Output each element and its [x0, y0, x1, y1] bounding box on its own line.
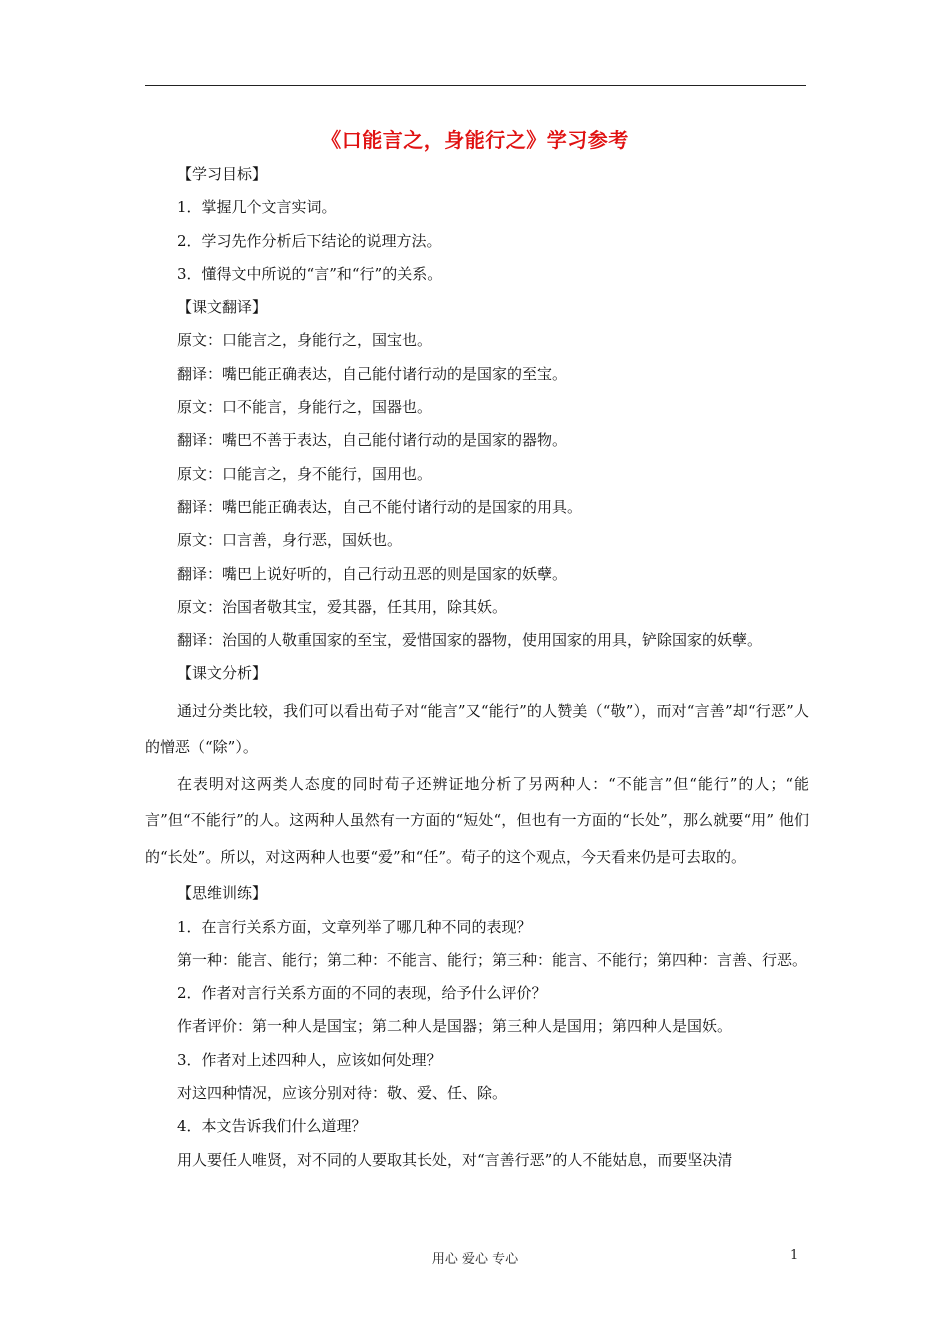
translation-line: 原文：口不能言，身能行之，国器也。: [177, 398, 433, 417]
goals-heading: 【学习目标】: [177, 165, 268, 183]
training-line: 2．作者对言行关系方面的不同的表现，给予什么评价？: [177, 984, 547, 1003]
analysis-paragraph: 通过分类比较，我们可以看出荀子对“能言”又“能行”的人赞美（“敬”），而对“言善”却“行恶”人的憎恶（“除”）。: [145, 701, 809, 757]
page-title: 《口能言之，身能行之》学习参考: [321, 128, 629, 152]
header-rule: [145, 85, 806, 86]
analysis-heading: 【课文分析】: [177, 664, 268, 683]
analysis-paragraph: 在表明对这两类人态度的同时荀子还辨证地分析了另两种人：“不能言”但“能行”的人；“能言”但“不能行”的人。这两种人虽然有一方面的“短处“，但也有一方面的“长处”，那么就要“用” 他们的“长处”。所以，对这两种人也要“爱”和“任”。荀子的这个观点，今天看来仍是可去取的。: [145, 774, 809, 866]
training-line: 4．本文告诉我们什么道理？: [177, 1117, 367, 1136]
training-line: 对这四种情况，应该分别对待：敬、爱、任、除。: [177, 1084, 508, 1103]
translation-line: 翻译：嘴巴能正确表达，自己不能付诸行动的是国家的用具。: [177, 497, 583, 516]
training-line: 第一种：能言、能行；第二种：不能言、能行；第三种：能言、不能行；第四种：言善、行恶。: [177, 950, 808, 969]
translation-line: 翻译：嘴巴能正确表达，自己能付诸行动的是国家的至宝。: [177, 364, 568, 383]
page-number: 1: [790, 1248, 799, 1263]
translation-line: 原文：口能言之，身不能行，国用也。: [177, 464, 433, 483]
translation-line: 原文：口言善，身行恶，国妖也。: [177, 531, 403, 550]
translation-heading: 【课文翻译】: [177, 298, 268, 317]
goal-item: 3．懂得文中所说的“言”和“行”的关系。: [177, 264, 443, 283]
training-line: 1．在言行关系方面，文章列举了哪几种不同的表现？: [177, 917, 532, 936]
document-body: [145, 158, 809, 1177]
training-heading: 【思维训练】: [177, 884, 268, 903]
footer-slogan: 用心 爱心 专心: [431, 1252, 519, 1267]
translation-line: 翻译：嘴巴上说好听的，自己行动丑恶的则是国家的妖孽。: [177, 564, 568, 583]
training-line: 用人要任人唯贤，对不同的人要取其长处，对“言善行恶”的人不能姑息，而要坚决清: [177, 1150, 733, 1169]
translation-line: 翻译：嘴巴不善于表达，自己能付诸行动的是国家的器物。: [177, 431, 568, 450]
training-line: 3．作者对上述四种人，应该如何处理？: [177, 1050, 442, 1069]
translation-line: 原文：治国者敬其宝，爱其器，任其用，除其妖。: [177, 597, 508, 616]
training-line: 作者评价：第一种人是国宝；第二种人是国器；第三种人是国用；第四种人是国妖。: [177, 1017, 733, 1036]
translation-line: 翻译：治国的人敬重国家的至宝，爱惜国家的器物，使用国家的用具，铲除国家的妖孽。: [177, 631, 763, 650]
goal-item: 2．学习先作分析后下结论的说理方法。: [177, 231, 442, 250]
goal-item: 1．掌握几个文言实词。: [177, 198, 337, 217]
translation-line: 原文：口能言之，身能行之，国宝也。: [177, 331, 433, 350]
